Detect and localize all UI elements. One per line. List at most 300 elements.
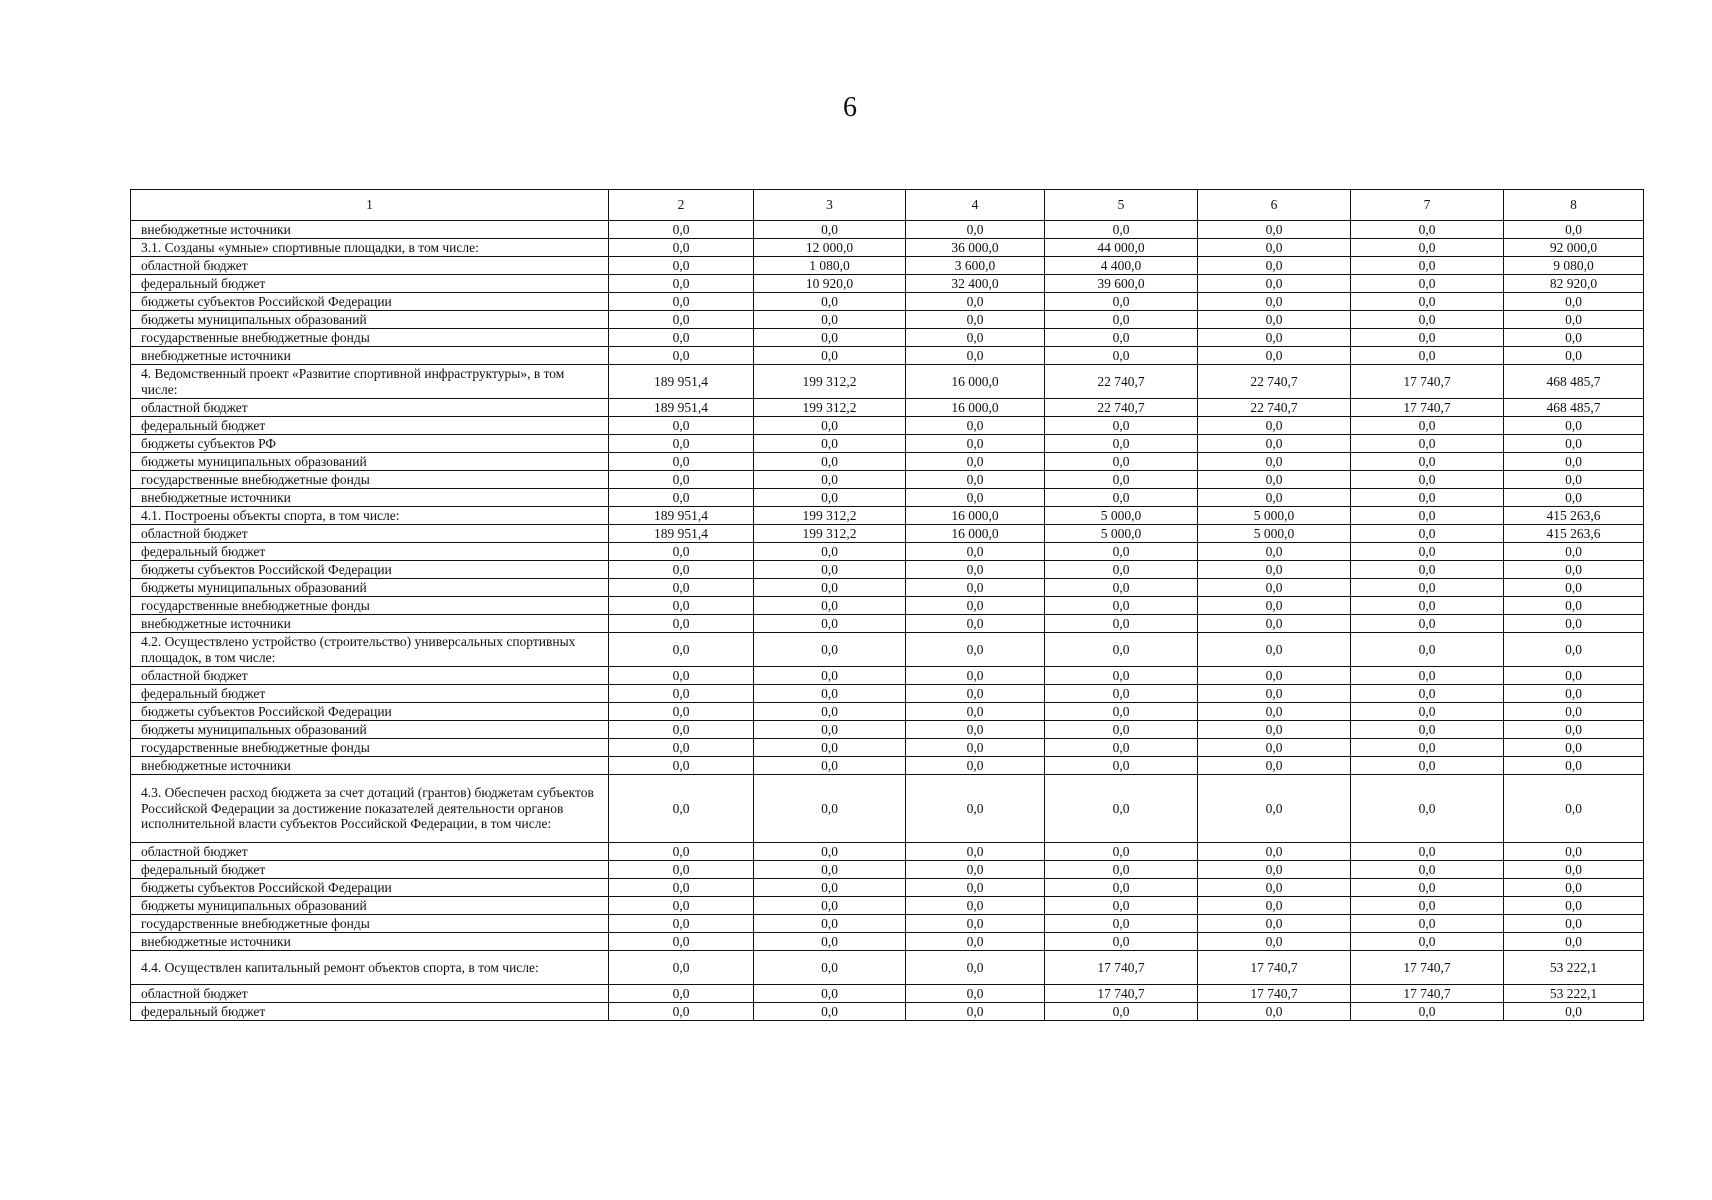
cell-col-4: 0,0 bbox=[906, 489, 1045, 507]
cell-col-3: 0,0 bbox=[754, 543, 906, 561]
cell-col-7: 17 740,7 bbox=[1351, 985, 1504, 1003]
row-label: областной бюджет bbox=[131, 257, 609, 275]
table-row bbox=[131, 399, 1644, 417]
row-label: государственные внебюджетные фонды bbox=[131, 329, 609, 347]
cell-col-7: 0,0 bbox=[1351, 933, 1504, 951]
row-label: бюджеты муниципальных образований bbox=[131, 721, 609, 739]
cell-col-2: 0,0 bbox=[609, 915, 754, 933]
cell-col-4: 0,0 bbox=[906, 1003, 1045, 1021]
cell-col-2: 0,0 bbox=[609, 861, 754, 879]
row-label: областной бюджет bbox=[131, 667, 609, 685]
cell-col-8: 0,0 bbox=[1504, 293, 1644, 311]
cell-col-4: 0,0 bbox=[906, 915, 1045, 933]
cell-col-3: 199 312,2 bbox=[754, 525, 906, 543]
cell-col-7: 0,0 bbox=[1351, 329, 1504, 347]
row-label: внебюджетные источники bbox=[131, 757, 609, 775]
cell-col-7: 0,0 bbox=[1351, 685, 1504, 703]
cell-col-6: 0,0 bbox=[1198, 489, 1351, 507]
cell-col-7: 0,0 bbox=[1351, 543, 1504, 561]
row-label: федеральный бюджет bbox=[131, 275, 609, 293]
cell-col-5: 0,0 bbox=[1045, 843, 1198, 861]
cell-col-7: 0,0 bbox=[1351, 633, 1504, 667]
cell-col-7: 0,0 bbox=[1351, 1003, 1504, 1021]
cell-col-3: 0,0 bbox=[754, 951, 906, 985]
cell-col-6: 0,0 bbox=[1198, 775, 1351, 843]
cell-col-7: 0,0 bbox=[1351, 667, 1504, 685]
cell-col-8: 0,0 bbox=[1504, 757, 1644, 775]
column-header-3: 3 bbox=[754, 190, 906, 221]
cell-col-3: 0,0 bbox=[754, 1003, 906, 1021]
column-header-1: 1 bbox=[131, 190, 609, 221]
cell-col-2: 0,0 bbox=[609, 757, 754, 775]
table-row bbox=[131, 843, 1644, 861]
cell-col-8: 415 263,6 bbox=[1504, 507, 1644, 525]
cell-col-4: 0,0 bbox=[906, 417, 1045, 435]
cell-col-2: 0,0 bbox=[609, 471, 754, 489]
table-row bbox=[131, 221, 1644, 239]
cell-col-6: 0,0 bbox=[1198, 861, 1351, 879]
table-row bbox=[131, 507, 1644, 525]
cell-col-2: 0,0 bbox=[609, 879, 754, 897]
row-label: федеральный бюджет bbox=[131, 417, 609, 435]
cell-col-6: 0,0 bbox=[1198, 1003, 1351, 1021]
cell-col-8: 468 485,7 bbox=[1504, 399, 1644, 417]
cell-col-7: 0,0 bbox=[1351, 597, 1504, 615]
cell-col-5: 0,0 bbox=[1045, 489, 1198, 507]
cell-col-4: 0,0 bbox=[906, 633, 1045, 667]
cell-col-4: 0,0 bbox=[906, 435, 1045, 453]
cell-col-7: 0,0 bbox=[1351, 775, 1504, 843]
cell-col-6: 0,0 bbox=[1198, 933, 1351, 951]
cell-col-7: 0,0 bbox=[1351, 257, 1504, 275]
cell-col-4: 0,0 bbox=[906, 951, 1045, 985]
cell-col-6: 0,0 bbox=[1198, 667, 1351, 685]
cell-col-7: 0,0 bbox=[1351, 579, 1504, 597]
cell-col-6: 0,0 bbox=[1198, 597, 1351, 615]
cell-col-4: 0,0 bbox=[906, 739, 1045, 757]
row-label: 4.2. Осуществлено устройство (строительство) универсальных спортивных площадок, в том числе: bbox=[131, 633, 609, 667]
row-label: внебюджетные источники bbox=[131, 615, 609, 633]
cell-col-2: 0,0 bbox=[609, 275, 754, 293]
cell-col-6: 0,0 bbox=[1198, 633, 1351, 667]
cell-col-4: 0,0 bbox=[906, 579, 1045, 597]
cell-col-6: 0,0 bbox=[1198, 561, 1351, 579]
cell-col-2: 0,0 bbox=[609, 951, 754, 985]
cell-col-6: 0,0 bbox=[1198, 293, 1351, 311]
cell-col-6: 0,0 bbox=[1198, 685, 1351, 703]
cell-col-6: 5 000,0 bbox=[1198, 507, 1351, 525]
cell-col-7: 0,0 bbox=[1351, 239, 1504, 257]
cell-col-5: 0,0 bbox=[1045, 597, 1198, 615]
cell-col-6: 0,0 bbox=[1198, 221, 1351, 239]
cell-col-8: 92 000,0 bbox=[1504, 239, 1644, 257]
cell-col-8: 0,0 bbox=[1504, 685, 1644, 703]
cell-col-5: 17 740,7 bbox=[1045, 951, 1198, 985]
cell-col-3: 0,0 bbox=[754, 775, 906, 843]
cell-col-5: 0,0 bbox=[1045, 739, 1198, 757]
cell-col-4: 32 400,0 bbox=[906, 275, 1045, 293]
cell-col-5: 0,0 bbox=[1045, 915, 1198, 933]
cell-col-5: 0,0 bbox=[1045, 579, 1198, 597]
cell-col-8: 0,0 bbox=[1504, 861, 1644, 879]
cell-col-8: 0,0 bbox=[1504, 471, 1644, 489]
cell-col-2: 0,0 bbox=[609, 329, 754, 347]
cell-col-4: 16 000,0 bbox=[906, 399, 1045, 417]
cell-col-3: 0,0 bbox=[754, 933, 906, 951]
table-row bbox=[131, 311, 1644, 329]
row-label: федеральный бюджет bbox=[131, 543, 609, 561]
cell-col-5: 0,0 bbox=[1045, 329, 1198, 347]
cell-col-4: 3 600,0 bbox=[906, 257, 1045, 275]
cell-col-3: 0,0 bbox=[754, 347, 906, 365]
row-label: федеральный бюджет bbox=[131, 1003, 609, 1021]
cell-col-8: 0,0 bbox=[1504, 667, 1644, 685]
cell-col-3: 0,0 bbox=[754, 915, 906, 933]
table-row bbox=[131, 933, 1644, 951]
cell-col-6: 0,0 bbox=[1198, 471, 1351, 489]
cell-col-5: 5 000,0 bbox=[1045, 507, 1198, 525]
cell-col-7: 0,0 bbox=[1351, 507, 1504, 525]
row-label: областной бюджет bbox=[131, 399, 609, 417]
cell-col-8: 415 263,6 bbox=[1504, 525, 1644, 543]
cell-col-4: 0,0 bbox=[906, 453, 1045, 471]
table-body bbox=[131, 221, 1644, 1021]
table-row bbox=[131, 471, 1644, 489]
cell-col-8: 82 920,0 bbox=[1504, 275, 1644, 293]
cell-col-3: 0,0 bbox=[754, 739, 906, 757]
table-row bbox=[131, 543, 1644, 561]
table-row bbox=[131, 239, 1644, 257]
cell-col-3: 0,0 bbox=[754, 721, 906, 739]
table-row bbox=[131, 579, 1644, 597]
cell-col-7: 0,0 bbox=[1351, 347, 1504, 365]
row-label: областной бюджет bbox=[131, 843, 609, 861]
cell-col-3: 0,0 bbox=[754, 757, 906, 775]
cell-col-8: 53 222,1 bbox=[1504, 985, 1644, 1003]
cell-col-2: 0,0 bbox=[609, 257, 754, 275]
table-row bbox=[131, 703, 1644, 721]
cell-col-7: 0,0 bbox=[1351, 615, 1504, 633]
cell-col-6: 0,0 bbox=[1198, 897, 1351, 915]
row-label: государственные внебюджетные фонды bbox=[131, 915, 609, 933]
cell-col-8: 0,0 bbox=[1504, 879, 1644, 897]
cell-col-5: 0,0 bbox=[1045, 703, 1198, 721]
cell-col-2: 0,0 bbox=[609, 293, 754, 311]
row-label: областной бюджет bbox=[131, 525, 609, 543]
cell-col-2: 0,0 bbox=[609, 543, 754, 561]
row-label: бюджеты муниципальных образований bbox=[131, 579, 609, 597]
cell-col-2: 0,0 bbox=[609, 1003, 754, 1021]
cell-col-2: 0,0 bbox=[609, 739, 754, 757]
table-row bbox=[131, 861, 1644, 879]
cell-col-7: 17 740,7 bbox=[1351, 951, 1504, 985]
cell-col-8: 0,0 bbox=[1504, 933, 1644, 951]
row-label: бюджеты субъектов РФ bbox=[131, 435, 609, 453]
cell-col-3: 0,0 bbox=[754, 579, 906, 597]
cell-col-4: 16 000,0 bbox=[906, 365, 1045, 399]
cell-col-4: 36 000,0 bbox=[906, 239, 1045, 257]
cell-col-7: 0,0 bbox=[1351, 275, 1504, 293]
cell-col-6: 0,0 bbox=[1198, 453, 1351, 471]
cell-col-8: 0,0 bbox=[1504, 489, 1644, 507]
cell-col-6: 0,0 bbox=[1198, 543, 1351, 561]
cell-col-8: 0,0 bbox=[1504, 615, 1644, 633]
cell-col-5: 0,0 bbox=[1045, 667, 1198, 685]
cell-col-5: 0,0 bbox=[1045, 757, 1198, 775]
table-row bbox=[131, 275, 1644, 293]
cell-col-3: 0,0 bbox=[754, 453, 906, 471]
cell-col-3: 0,0 bbox=[754, 615, 906, 633]
cell-col-6: 0,0 bbox=[1198, 275, 1351, 293]
cell-col-5: 0,0 bbox=[1045, 293, 1198, 311]
cell-col-7: 0,0 bbox=[1351, 471, 1504, 489]
row-label: бюджеты субъектов Российской Федерации bbox=[131, 879, 609, 897]
cell-col-3: 0,0 bbox=[754, 435, 906, 453]
cell-col-4: 0,0 bbox=[906, 985, 1045, 1003]
cell-col-6: 22 740,7 bbox=[1198, 365, 1351, 399]
cell-col-7: 0,0 bbox=[1351, 915, 1504, 933]
row-label: бюджеты муниципальных образований bbox=[131, 897, 609, 915]
table-row bbox=[131, 721, 1644, 739]
row-label: бюджеты субъектов Российской Федерации bbox=[131, 561, 609, 579]
cell-col-3: 0,0 bbox=[754, 329, 906, 347]
cell-col-7: 0,0 bbox=[1351, 843, 1504, 861]
table-row bbox=[131, 615, 1644, 633]
cell-col-5: 44 000,0 bbox=[1045, 239, 1198, 257]
cell-col-3: 0,0 bbox=[754, 633, 906, 667]
cell-col-2: 189 951,4 bbox=[609, 365, 754, 399]
cell-col-3: 199 312,2 bbox=[754, 365, 906, 399]
cell-col-3: 1 080,0 bbox=[754, 257, 906, 275]
table-row bbox=[131, 667, 1644, 685]
cell-col-7: 0,0 bbox=[1351, 453, 1504, 471]
cell-col-4: 0,0 bbox=[906, 543, 1045, 561]
cell-col-8: 0,0 bbox=[1504, 329, 1644, 347]
cell-col-4: 0,0 bbox=[906, 843, 1045, 861]
row-label: бюджеты муниципальных образований bbox=[131, 311, 609, 329]
cell-col-5: 0,0 bbox=[1045, 897, 1198, 915]
cell-col-3: 199 312,2 bbox=[754, 399, 906, 417]
cell-col-2: 0,0 bbox=[609, 453, 754, 471]
table-row bbox=[131, 633, 1644, 667]
column-header-7: 7 bbox=[1351, 190, 1504, 221]
cell-col-4: 0,0 bbox=[906, 561, 1045, 579]
cell-col-6: 17 740,7 bbox=[1198, 951, 1351, 985]
cell-col-4: 0,0 bbox=[906, 703, 1045, 721]
cell-col-7: 0,0 bbox=[1351, 311, 1504, 329]
cell-col-7: 0,0 bbox=[1351, 489, 1504, 507]
cell-col-3: 0,0 bbox=[754, 861, 906, 879]
column-header-5: 5 bbox=[1045, 190, 1198, 221]
cell-col-5: 4 400,0 bbox=[1045, 257, 1198, 275]
row-label: внебюджетные источники bbox=[131, 933, 609, 951]
table-row bbox=[131, 525, 1644, 543]
cell-col-3: 10 920,0 bbox=[754, 275, 906, 293]
table-row bbox=[131, 329, 1644, 347]
table-row bbox=[131, 435, 1644, 453]
cell-col-6: 0,0 bbox=[1198, 757, 1351, 775]
cell-col-2: 0,0 bbox=[609, 597, 754, 615]
cell-col-5: 0,0 bbox=[1045, 417, 1198, 435]
cell-col-6: 5 000,0 bbox=[1198, 525, 1351, 543]
cell-col-2: 189 951,4 bbox=[609, 525, 754, 543]
cell-col-5: 0,0 bbox=[1045, 861, 1198, 879]
cell-col-6: 17 740,7 bbox=[1198, 985, 1351, 1003]
cell-col-2: 0,0 bbox=[609, 933, 754, 951]
cell-col-5: 0,0 bbox=[1045, 347, 1198, 365]
cell-col-2: 0,0 bbox=[609, 311, 754, 329]
cell-col-6: 0,0 bbox=[1198, 703, 1351, 721]
cell-col-6: 0,0 bbox=[1198, 329, 1351, 347]
cell-col-4: 0,0 bbox=[906, 861, 1045, 879]
cell-col-2: 0,0 bbox=[609, 985, 754, 1003]
cell-col-3: 0,0 bbox=[754, 597, 906, 615]
row-label: федеральный бюджет bbox=[131, 861, 609, 879]
cell-col-6: 0,0 bbox=[1198, 843, 1351, 861]
column-header-2: 2 bbox=[609, 190, 754, 221]
cell-col-6: 0,0 bbox=[1198, 239, 1351, 257]
cell-col-7: 0,0 bbox=[1351, 739, 1504, 757]
cell-col-3: 0,0 bbox=[754, 221, 906, 239]
cell-col-4: 16 000,0 bbox=[906, 507, 1045, 525]
cell-col-7: 0,0 bbox=[1351, 221, 1504, 239]
cell-col-8: 0,0 bbox=[1504, 561, 1644, 579]
table-row bbox=[131, 417, 1644, 435]
table-row bbox=[131, 757, 1644, 775]
cell-col-7: 17 740,7 bbox=[1351, 365, 1504, 399]
cell-col-3: 0,0 bbox=[754, 897, 906, 915]
row-label: 3.1. Созданы «умные» спортивные площадки, в том числе: bbox=[131, 239, 609, 257]
cell-col-4: 0,0 bbox=[906, 293, 1045, 311]
cell-col-2: 0,0 bbox=[609, 347, 754, 365]
table-row bbox=[131, 561, 1644, 579]
cell-col-8: 0,0 bbox=[1504, 703, 1644, 721]
row-label: внебюджетные источники bbox=[131, 489, 609, 507]
cell-col-8: 53 222,1 bbox=[1504, 951, 1644, 985]
cell-col-5: 0,0 bbox=[1045, 311, 1198, 329]
cell-col-2: 0,0 bbox=[609, 615, 754, 633]
cell-col-5: 0,0 bbox=[1045, 685, 1198, 703]
cell-col-8: 0,0 bbox=[1504, 311, 1644, 329]
cell-col-4: 0,0 bbox=[906, 221, 1045, 239]
page-number: 6 bbox=[843, 92, 857, 123]
cell-col-8: 0,0 bbox=[1504, 597, 1644, 615]
cell-col-8: 0,0 bbox=[1504, 915, 1644, 933]
cell-col-6: 0,0 bbox=[1198, 311, 1351, 329]
cell-col-6: 0,0 bbox=[1198, 257, 1351, 275]
cell-col-3: 0,0 bbox=[754, 879, 906, 897]
cell-col-5: 0,0 bbox=[1045, 933, 1198, 951]
cell-col-2: 0,0 bbox=[609, 417, 754, 435]
cell-col-5: 0,0 bbox=[1045, 453, 1198, 471]
cell-col-7: 0,0 bbox=[1351, 703, 1504, 721]
cell-col-4: 0,0 bbox=[906, 685, 1045, 703]
cell-col-3: 0,0 bbox=[754, 985, 906, 1003]
cell-col-7: 0,0 bbox=[1351, 293, 1504, 311]
table-row bbox=[131, 489, 1644, 507]
cell-col-5: 5 000,0 bbox=[1045, 525, 1198, 543]
cell-col-5: 0,0 bbox=[1045, 615, 1198, 633]
cell-col-8: 0,0 bbox=[1504, 543, 1644, 561]
cell-col-2: 0,0 bbox=[609, 221, 754, 239]
cell-col-5: 22 740,7 bbox=[1045, 365, 1198, 399]
table-row bbox=[131, 775, 1644, 843]
cell-col-8: 0,0 bbox=[1504, 897, 1644, 915]
cell-col-5: 0,0 bbox=[1045, 543, 1198, 561]
cell-col-2: 0,0 bbox=[609, 561, 754, 579]
cell-col-3: 0,0 bbox=[754, 489, 906, 507]
row-label: федеральный бюджет bbox=[131, 685, 609, 703]
table-row bbox=[131, 951, 1644, 985]
cell-col-4: 0,0 bbox=[906, 471, 1045, 489]
cell-col-7: 17 740,7 bbox=[1351, 399, 1504, 417]
row-label: государственные внебюджетные фонды bbox=[131, 597, 609, 615]
row-label: государственные внебюджетные фонды bbox=[131, 471, 609, 489]
cell-col-2: 0,0 bbox=[609, 843, 754, 861]
cell-col-6: 0,0 bbox=[1198, 615, 1351, 633]
cell-col-7: 0,0 bbox=[1351, 525, 1504, 543]
cell-col-4: 0,0 bbox=[906, 757, 1045, 775]
cell-col-4: 0,0 bbox=[906, 597, 1045, 615]
cell-col-5: 0,0 bbox=[1045, 221, 1198, 239]
table-row bbox=[131, 739, 1644, 757]
cell-col-4: 0,0 bbox=[906, 879, 1045, 897]
row-label: государственные внебюджетные фонды bbox=[131, 739, 609, 757]
cell-col-5: 0,0 bbox=[1045, 879, 1198, 897]
cell-col-5: 39 600,0 bbox=[1045, 275, 1198, 293]
column-header-6: 6 bbox=[1198, 190, 1351, 221]
cell-col-5: 0,0 bbox=[1045, 721, 1198, 739]
cell-col-4: 0,0 bbox=[906, 721, 1045, 739]
row-label: внебюджетные источники bbox=[131, 347, 609, 365]
cell-col-8: 468 485,7 bbox=[1504, 365, 1644, 399]
cell-col-3: 199 312,2 bbox=[754, 507, 906, 525]
cell-col-8: 0,0 bbox=[1504, 1003, 1644, 1021]
row-label: бюджеты субъектов Российской Федерации bbox=[131, 293, 609, 311]
table-row bbox=[131, 915, 1644, 933]
cell-col-2: 0,0 bbox=[609, 489, 754, 507]
table-header-row bbox=[131, 190, 1644, 221]
column-header-4: 4 bbox=[906, 190, 1045, 221]
row-label: 4.3. Обеспечен расход бюджета за счет дотаций (грантов) бюджетам субъектов Российской Федерации за достижение показателей деятельности органов исполнительной власти субъектов Российской Федерации, в том числе: bbox=[131, 775, 609, 843]
cell-col-5: 17 740,7 bbox=[1045, 985, 1198, 1003]
row-label: областной бюджет bbox=[131, 985, 609, 1003]
table-row bbox=[131, 347, 1644, 365]
table-row bbox=[131, 365, 1644, 399]
cell-col-2: 0,0 bbox=[609, 775, 754, 843]
cell-col-5: 0,0 bbox=[1045, 435, 1198, 453]
cell-col-2: 189 951,4 bbox=[609, 399, 754, 417]
cell-col-7: 0,0 bbox=[1351, 721, 1504, 739]
cell-col-2: 0,0 bbox=[609, 721, 754, 739]
cell-col-3: 12 000,0 bbox=[754, 239, 906, 257]
row-label: бюджеты субъектов Российской Федерации bbox=[131, 703, 609, 721]
budget-table bbox=[130, 189, 1644, 1021]
cell-col-2: 0,0 bbox=[609, 435, 754, 453]
row-label: 4. Ведомственный проект «Развитие спортивной инфраструктуры», в том числе: bbox=[131, 365, 609, 399]
table-row bbox=[131, 293, 1644, 311]
cell-col-6: 0,0 bbox=[1198, 579, 1351, 597]
cell-col-2: 0,0 bbox=[609, 239, 754, 257]
row-label: 4.4. Осуществлен капитальный ремонт объектов спорта, в том числе: bbox=[131, 951, 609, 985]
cell-col-3: 0,0 bbox=[754, 703, 906, 721]
cell-col-5: 22 740,7 bbox=[1045, 399, 1198, 417]
cell-col-4: 0,0 bbox=[906, 667, 1045, 685]
cell-col-6: 0,0 bbox=[1198, 347, 1351, 365]
cell-col-8: 0,0 bbox=[1504, 221, 1644, 239]
table-row bbox=[131, 597, 1644, 615]
table-row bbox=[131, 879, 1644, 897]
